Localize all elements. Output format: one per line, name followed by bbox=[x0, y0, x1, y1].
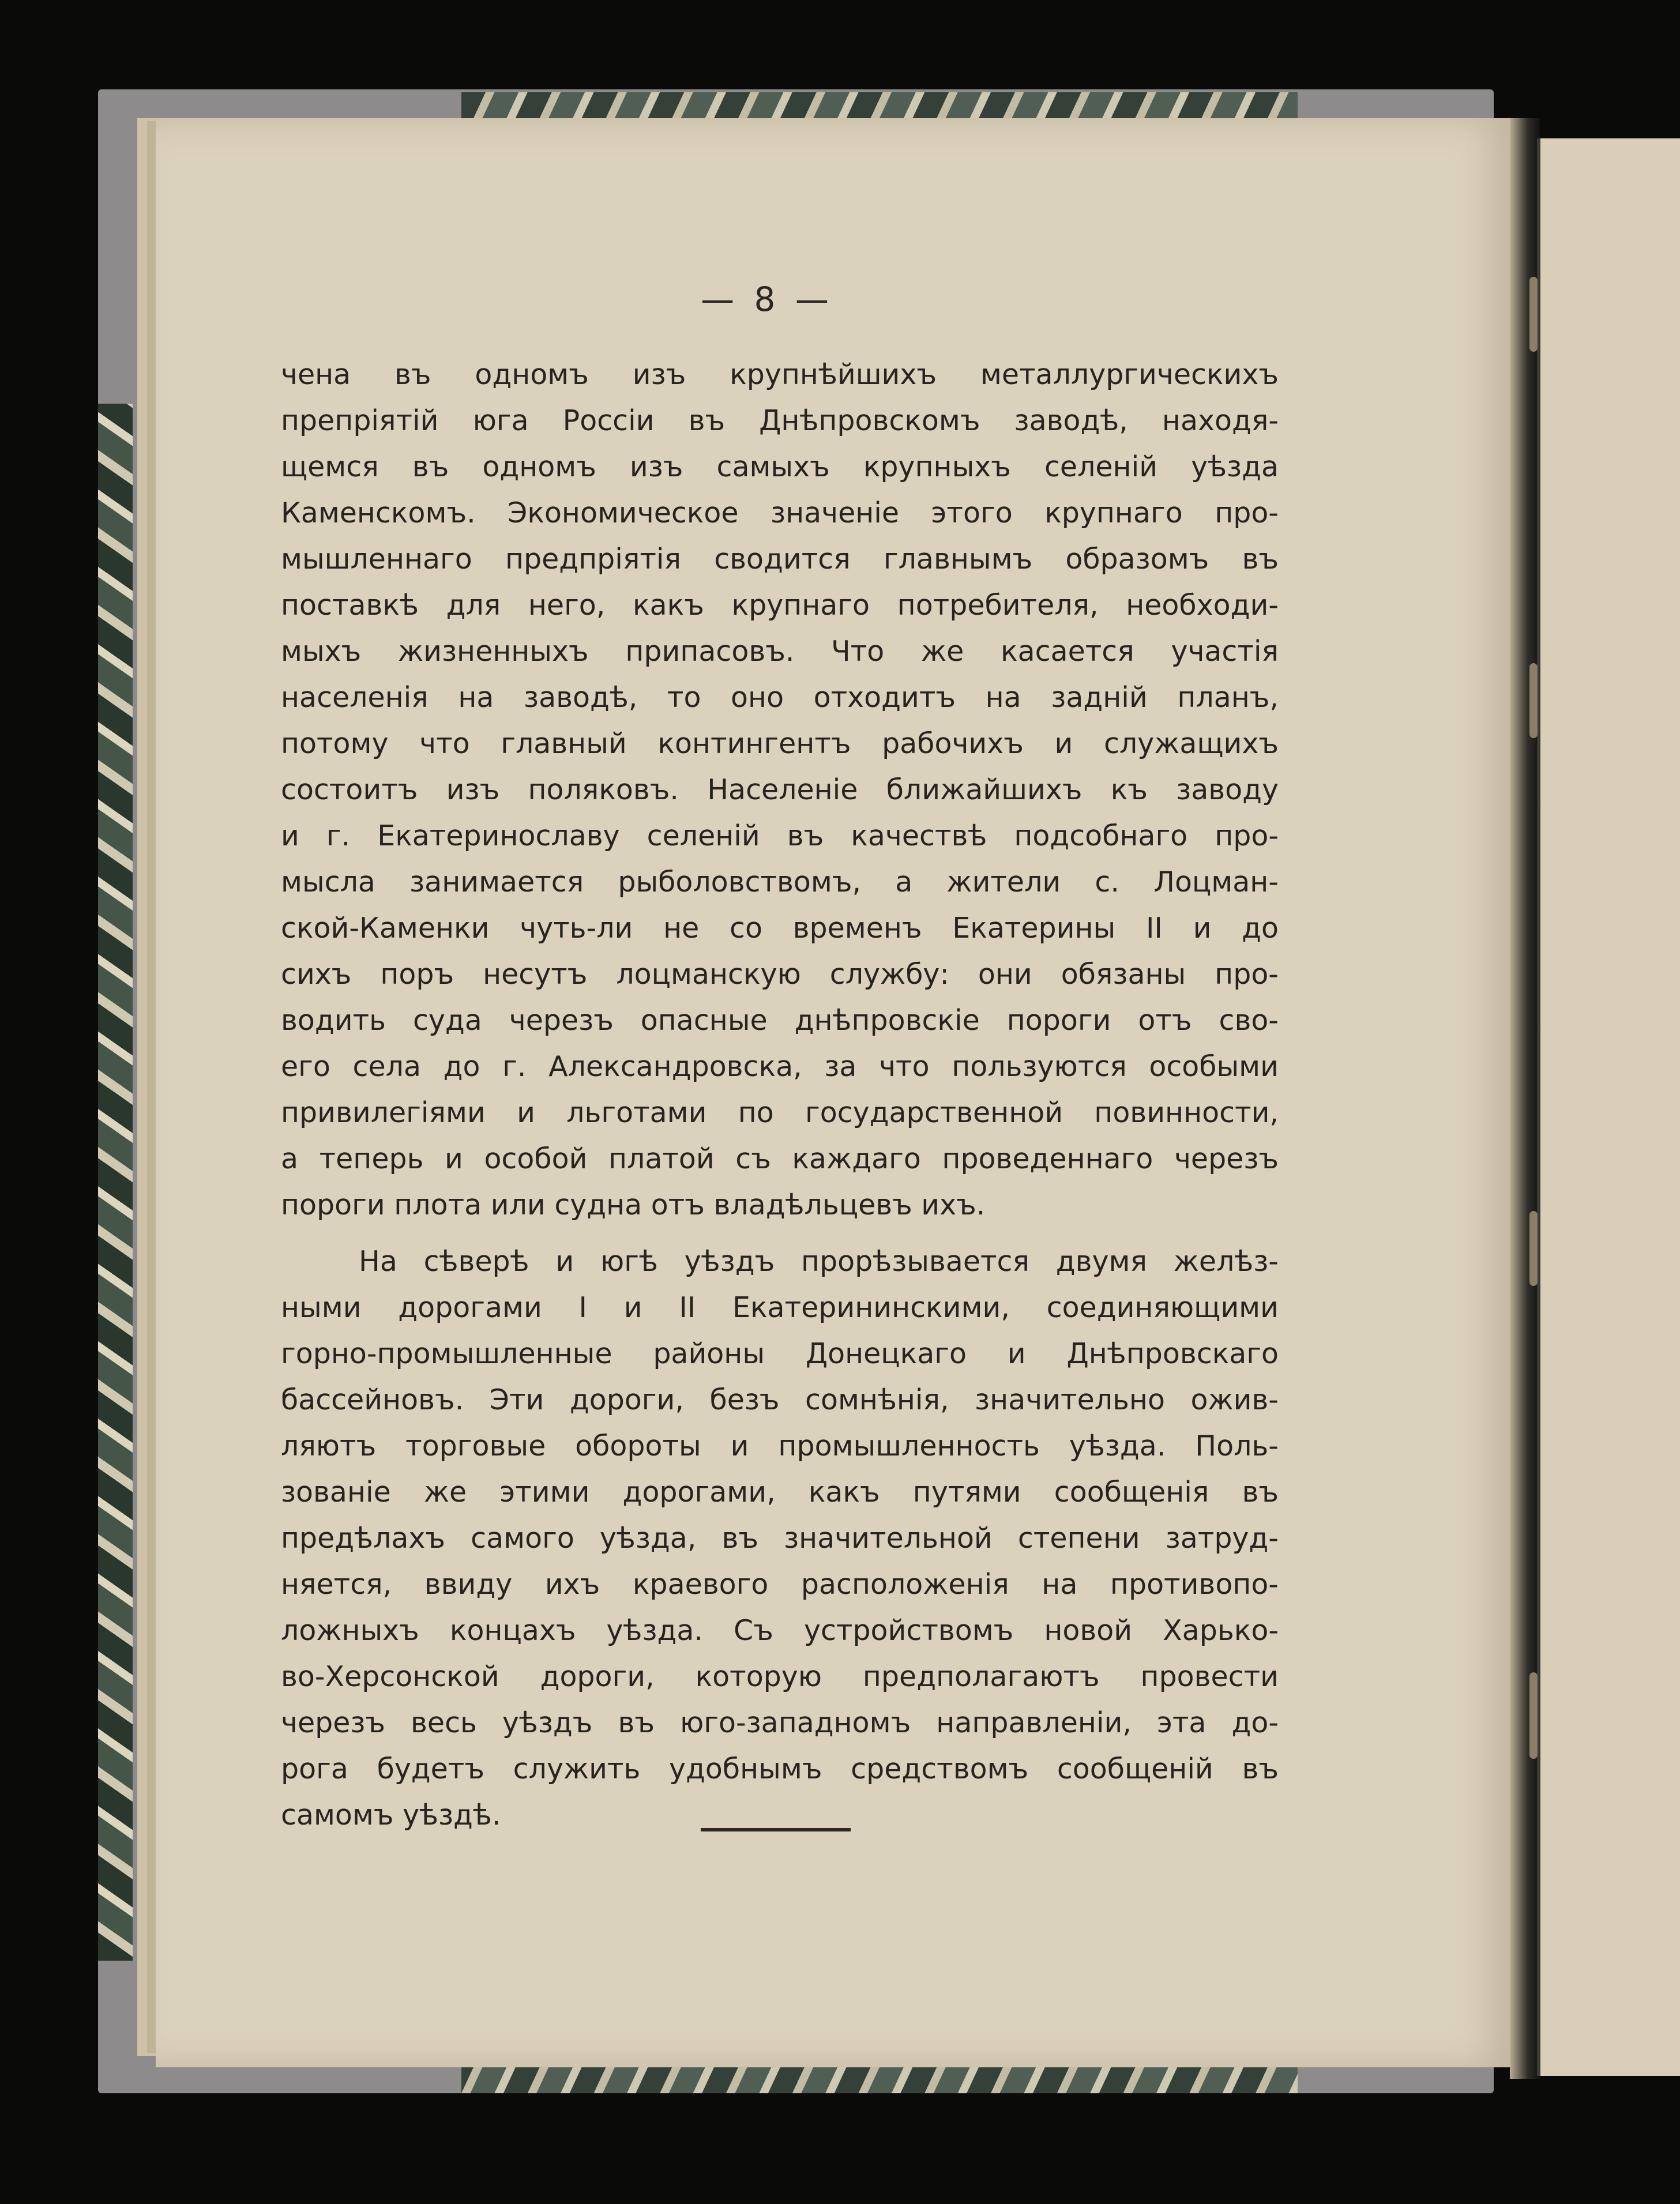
text-line: поставкѣ для него, какъ крупнаго потребителя, необходи- bbox=[281, 589, 1279, 622]
text-line: ляютъ торговые обороты и промышленность уѣзда. Поль- bbox=[281, 1430, 1279, 1462]
paragraph-2 bbox=[281, 1239, 1279, 1838]
text-line: самомъ уѣздѣ. bbox=[281, 1799, 501, 1831]
text-line: во-Херсонской дороги, которую предполагаютъ провести bbox=[281, 1660, 1279, 1693]
book-gutter bbox=[1510, 118, 1540, 2079]
page-number: — 8 — bbox=[701, 280, 833, 319]
binding-stitch bbox=[1529, 1672, 1538, 1759]
text-line: привилегіями и льготами по государственной повинности, bbox=[281, 1096, 1279, 1129]
text-line: водить суда черезъ опасные днѣпровскіе пороги отъ сво- bbox=[281, 1004, 1279, 1037]
text-line: няется, ввиду ихъ краевого расположенія на противопо- bbox=[281, 1568, 1279, 1601]
text-line: мышленнаго предпріятія сводится главнымъ образомъ въ bbox=[281, 543, 1279, 576]
text-line: ными дорогами I и II Екатерининскими, соединяющими bbox=[281, 1291, 1279, 1324]
text-line: бассейновъ. Эти дороги, безъ сомнѣнія, значительно ожив- bbox=[281, 1383, 1279, 1416]
text-line: черезъ весь уѣздъ въ юго-западномъ направленіи, эта до- bbox=[281, 1706, 1279, 1739]
text-line: пороги плота или судна отъ владѣльцевъ ихъ. bbox=[281, 1188, 986, 1221]
text-line: ложныхъ концахъ уѣзда. Съ устройствомъ новой Харько- bbox=[281, 1614, 1279, 1647]
text-line: ской-Каменки чуть-ли не со временъ Екатерины II и до bbox=[281, 912, 1279, 945]
text-line: зованіе же этими дорогами, какъ путями сообщенія въ bbox=[281, 1476, 1279, 1509]
text-line: чена въ одномъ изъ крупнѣйшихъ металлургическихъ bbox=[281, 358, 1279, 391]
text-line: горно-промышленные районы Донецкаго и Днѣпровскаго bbox=[281, 1337, 1279, 1370]
text-line: мыхъ жизненныхъ припасовъ. Что же касается участія bbox=[281, 635, 1279, 668]
text-line: состоитъ изъ поляковъ. Населеніе ближайшихъ къ заводу bbox=[281, 773, 1279, 806]
section-divider-rule bbox=[701, 1828, 851, 1831]
text-line: его села до г. Александровска, за что пользуются особыми bbox=[281, 1050, 1279, 1083]
text-line: а теперь и особой платой съ каждаго проведеннаго черезъ bbox=[281, 1142, 1279, 1175]
text-line: щемся въ одномъ изъ самыхъ крупныхъ селеній уѣзда bbox=[281, 450, 1279, 483]
text-line: мысла занимается рыболовствомъ, а жители с. Лоцман- bbox=[281, 866, 1279, 898]
text-line: препріятій юга Россіи въ Днѣпровскомъ заводѣ, находя- bbox=[281, 404, 1279, 437]
binding-stitch bbox=[1529, 663, 1538, 738]
body-text bbox=[281, 352, 1279, 1838]
text-line: Каменскомъ. Экономическое значеніе этого крупнаго про- bbox=[281, 497, 1279, 529]
marbled-edge-left bbox=[98, 404, 133, 1961]
text-line: населенія на заводѣ, то оно отходитъ на заднiй планъ, bbox=[281, 681, 1279, 714]
binding-stitch bbox=[1529, 277, 1538, 352]
facing-page bbox=[1537, 138, 1680, 2076]
text-line: и г. Екатеринославу селеній въ качествѣ подсобнаго про- bbox=[281, 819, 1279, 852]
text-line: потому что главный контингентъ рабочихъ и служащихъ bbox=[281, 727, 1279, 760]
text-line: рога будетъ служить удобнымъ средствомъ сообщеній въ bbox=[281, 1752, 1279, 1785]
paragraph-1 bbox=[281, 352, 1279, 1228]
text-line: сихъ поръ несутъ лоцманскую службу: они обязаны про- bbox=[281, 958, 1279, 991]
text-line: предѣлахъ самого уѣзда, въ значительной степени затруд- bbox=[281, 1522, 1279, 1555]
text-line: На сѣверѣ и югѣ уѣздъ прорѣзывается двумя желѣз- bbox=[359, 1245, 1279, 1278]
binding-stitch bbox=[1529, 1211, 1538, 1286]
